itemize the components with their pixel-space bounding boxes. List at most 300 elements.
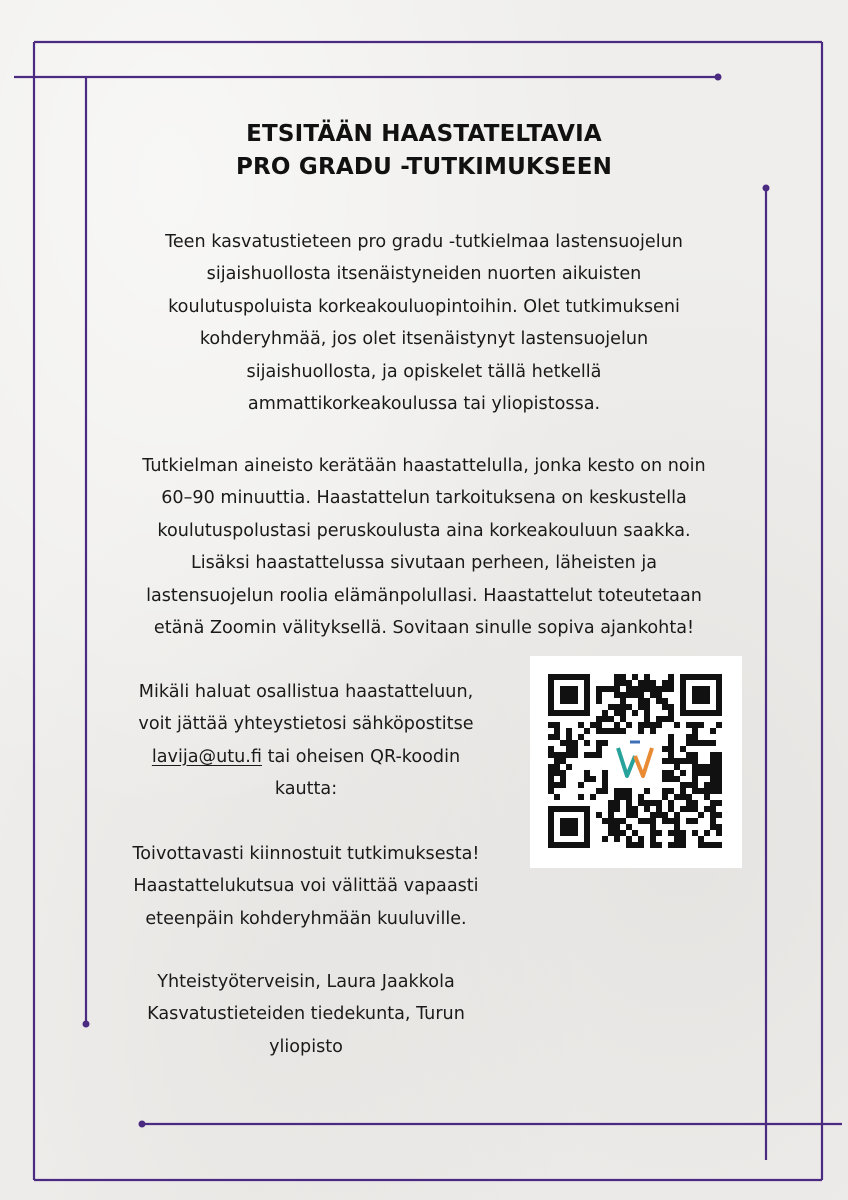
qr-module	[608, 800, 614, 806]
qr-module	[668, 806, 674, 812]
qr-module	[710, 818, 716, 824]
qr-module	[614, 680, 620, 686]
qr-module	[692, 752, 698, 758]
qr-module	[590, 722, 596, 728]
qr-module	[662, 818, 668, 824]
qr-module	[626, 812, 632, 818]
qr-module	[554, 752, 560, 758]
qr-module	[644, 716, 650, 722]
qr-module	[716, 788, 722, 794]
qr-module	[638, 722, 644, 728]
qr-module	[590, 776, 596, 782]
qr-module	[680, 794, 686, 800]
qr-module	[686, 758, 692, 764]
details-line: Tutkielman aineisto kerätään haastattelulla, jonka kesto on noin	[142, 456, 706, 476]
qr-module	[644, 680, 650, 686]
qr-module	[686, 800, 692, 806]
qr-module	[620, 716, 626, 722]
qr-module	[596, 728, 602, 734]
qr-module	[656, 698, 662, 704]
qr-module	[626, 722, 632, 728]
qr-module	[716, 842, 722, 848]
qr-module	[710, 764, 716, 770]
qr-module	[662, 812, 668, 818]
qr-module	[716, 782, 722, 788]
qr-module	[674, 818, 680, 824]
qr-module	[704, 782, 710, 788]
qr-module	[710, 806, 716, 812]
qr-module	[692, 728, 698, 734]
qr-module	[620, 788, 626, 794]
qr-module	[674, 842, 680, 848]
qr-module	[680, 782, 686, 788]
qr-module	[674, 824, 680, 830]
qr-module	[590, 794, 596, 800]
qr-module	[602, 716, 608, 722]
qr-module	[704, 740, 710, 746]
qr-module	[638, 704, 644, 710]
qr-module	[644, 722, 650, 728]
qr-module	[680, 770, 686, 776]
qr-module	[710, 824, 716, 830]
qr-module	[662, 776, 668, 782]
qr-module	[650, 812, 656, 818]
qr-module	[674, 776, 680, 782]
qr-module	[566, 734, 572, 740]
qr-module	[632, 692, 638, 698]
qr-module	[704, 806, 710, 812]
qr-module	[608, 812, 614, 818]
qr-module	[632, 686, 638, 692]
page-title	[130, 118, 718, 184]
qr-module	[716, 764, 722, 770]
qr-module	[698, 722, 704, 728]
qr-module	[710, 770, 716, 776]
qr-module	[716, 776, 722, 782]
qr-module	[698, 788, 704, 794]
qr-module	[716, 752, 722, 758]
qr-module	[650, 722, 656, 728]
qr-module	[548, 770, 554, 776]
qr-module	[674, 836, 680, 842]
intro-paragraph	[100, 226, 748, 420]
qr-module	[632, 842, 638, 848]
qr-module	[650, 824, 656, 830]
qr-module	[710, 752, 716, 758]
signature-line: Yhteistyöterveisin, Laura Jaakkola	[157, 972, 455, 992]
qr-module	[554, 758, 560, 764]
qr-module	[578, 794, 584, 800]
qr-module	[716, 722, 722, 728]
details-line: 60–90 minuuttia. Haastattelun tarkoituksena on keskustella	[161, 488, 687, 509]
qr-module	[596, 746, 602, 752]
qr-module	[620, 692, 626, 698]
qr-module	[644, 686, 650, 692]
intro-line: kohderyhmää, jos olet itsenäistynyt lastensuojelun	[199, 329, 649, 350]
qr-module	[650, 680, 656, 686]
qr-module	[704, 764, 710, 770]
qr-module	[566, 752, 572, 758]
qr-module	[698, 740, 704, 746]
qr-module	[548, 764, 554, 770]
intro-line: Teen kasvatustieteen pro gradu -tutkielmaa lastensuojelun	[165, 232, 683, 252]
qr-module	[656, 722, 662, 728]
qr-module	[674, 830, 680, 836]
title-line-2: PRO GRADU -TUTKIMUKSEEN	[235, 154, 613, 180]
qr-module	[668, 770, 674, 776]
details-paragraph	[100, 450, 748, 644]
qr-module	[668, 740, 674, 746]
qr-module	[656, 806, 662, 812]
qr-module	[668, 830, 674, 836]
qr-module	[602, 770, 608, 776]
qr-module	[644, 800, 650, 806]
qr-module	[668, 686, 674, 692]
qr-module	[668, 842, 674, 848]
qr-module	[614, 674, 620, 680]
qr-module	[632, 830, 638, 836]
qr-module	[698, 764, 704, 770]
qr-module	[692, 740, 698, 746]
qr-module	[608, 716, 614, 722]
qr-module	[626, 824, 632, 830]
qr-module	[602, 740, 608, 746]
qr-module	[686, 794, 692, 800]
qr-module	[680, 806, 686, 812]
qr-module	[680, 758, 686, 764]
qr-module	[608, 818, 614, 824]
qr-module	[716, 770, 722, 776]
qr-module	[596, 716, 602, 722]
closing-paragraph	[96, 838, 516, 935]
qr-module	[632, 674, 638, 680]
qr-module	[638, 698, 644, 704]
qr-module	[596, 698, 602, 704]
qr-module	[668, 734, 674, 740]
qr-module	[662, 746, 668, 752]
details-line: etänä Zoomin välityksellä. Sovitaan sinulle sopiva ajankohta!	[153, 618, 695, 639]
qr-module	[572, 752, 578, 758]
qr-finder-core	[560, 686, 578, 704]
qr-module	[662, 698, 668, 704]
intro-line: koulutuspoluista korkeakouluopintoihin. Olet tutkimukseni	[168, 296, 680, 317]
qr-module	[674, 812, 680, 818]
qr-module	[668, 680, 674, 686]
qr-module	[584, 752, 590, 758]
qr-module	[584, 770, 590, 776]
qr-module	[614, 824, 620, 830]
qr-module	[716, 800, 722, 806]
qr-module	[560, 776, 566, 782]
qr-module	[602, 728, 608, 734]
qr-module	[656, 812, 662, 818]
qr-module	[632, 710, 638, 716]
qr-module	[620, 710, 626, 716]
qr-module	[596, 788, 602, 794]
qr-module	[602, 782, 608, 788]
qr-module	[692, 818, 698, 824]
qr-module	[620, 830, 626, 836]
qr-module	[686, 722, 692, 728]
closing-line: Haastattelukutsua voi välittää vapaasti	[133, 876, 479, 897]
qr-module	[614, 710, 620, 716]
qr-module	[704, 830, 710, 836]
qr-finder-core	[692, 686, 710, 704]
qr-module	[614, 806, 620, 812]
qr-module	[602, 788, 608, 794]
signature-line: Kasvatustieteiden tiedekunta, Turun	[147, 1004, 465, 1025]
qr-module	[554, 728, 560, 734]
qr-module	[578, 734, 584, 740]
qr-module	[620, 680, 626, 686]
qr-module	[590, 752, 596, 758]
qr-module	[614, 686, 620, 692]
qr-module	[668, 818, 674, 824]
qr-module	[614, 836, 620, 842]
qr-code-icon	[530, 656, 742, 868]
contact-line: voit jättää yhteystietosi sähköpostitse	[138, 714, 474, 735]
qr-module	[638, 680, 644, 686]
qr-module	[626, 836, 632, 842]
qr-module	[638, 794, 644, 800]
qr-module	[716, 758, 722, 764]
qr-module	[668, 752, 674, 758]
qr-module	[644, 788, 650, 794]
intro-line: sijaishuollosta itsenäistyneiden nuorten aikuisten	[206, 264, 642, 285]
qr-module	[554, 734, 560, 740]
qr-module	[680, 842, 686, 848]
qr-module	[566, 746, 572, 752]
contact-line: kautta:	[274, 779, 338, 800]
qr-module	[692, 764, 698, 770]
details-line: lastensuojelun roolia elämänpolullasi. Haastattelut toteutetaan	[146, 585, 702, 606]
qr-module	[716, 812, 722, 818]
qr-module	[596, 722, 602, 728]
qr-module	[626, 794, 632, 800]
qr-module	[692, 782, 698, 788]
qr-module	[614, 728, 620, 734]
qr-module	[638, 842, 644, 848]
qr-module	[608, 686, 614, 692]
qr-module	[662, 788, 668, 794]
qr-module	[710, 782, 716, 788]
qr-module	[584, 740, 590, 746]
qr-module	[614, 788, 620, 794]
qr-module	[686, 806, 692, 812]
qr-module	[560, 782, 566, 788]
qr-module	[662, 680, 668, 686]
qr-module	[650, 836, 656, 842]
qr-module	[626, 686, 632, 692]
qr-module	[638, 818, 644, 824]
qr-module	[608, 806, 614, 812]
qr-module	[692, 770, 698, 776]
qr-module	[638, 728, 644, 734]
qr-module	[650, 800, 656, 806]
qr-module	[548, 722, 554, 728]
qr-module	[566, 764, 572, 770]
qr-module	[680, 836, 686, 842]
qr-module	[674, 764, 680, 770]
qr-module	[548, 788, 554, 794]
qr-module	[626, 692, 632, 698]
qr-module	[620, 704, 626, 710]
qr-module	[692, 788, 698, 794]
qr-module	[692, 722, 698, 728]
signature	[96, 966, 516, 1063]
qr-module	[584, 728, 590, 734]
qr-module	[662, 758, 668, 764]
qr-finder-core	[560, 818, 578, 836]
qr-module	[608, 704, 614, 710]
contact-line	[96, 741, 516, 773]
qr-module	[692, 830, 698, 836]
qr-module	[560, 752, 566, 758]
qr-module	[620, 674, 626, 680]
qr-module	[620, 818, 626, 824]
qr-module	[668, 746, 674, 752]
qr-module	[614, 830, 620, 836]
qr-module	[692, 800, 698, 806]
qr-module	[686, 740, 692, 746]
qr-module	[668, 788, 674, 794]
qr-module	[560, 770, 566, 776]
details-line: Lisäksi haastattelussa sivutaan perheen, läheisten ja	[190, 553, 658, 574]
qr-module	[698, 770, 704, 776]
qr-module	[692, 734, 698, 740]
qr-module	[644, 806, 650, 812]
qr-module	[668, 800, 674, 806]
qr-module	[680, 788, 686, 794]
qr-module	[626, 704, 632, 710]
qr-module	[698, 812, 704, 818]
qr-module	[638, 692, 644, 698]
qr-module	[686, 734, 692, 740]
qr-module	[566, 740, 572, 746]
qr-module	[578, 722, 584, 728]
qr-module	[644, 674, 650, 680]
qr-module	[710, 728, 716, 734]
qr-module	[656, 842, 662, 848]
qr-module	[644, 698, 650, 704]
qr-module	[614, 704, 620, 710]
qr-module	[614, 794, 620, 800]
qr-module	[554, 722, 560, 728]
qr-module	[602, 710, 608, 716]
qr-module	[686, 752, 692, 758]
email-link[interactable]: lavija@utu.fi	[151, 746, 262, 767]
qr-module	[596, 692, 602, 698]
contact-line-rest: tai oheisen QR-koodin	[261, 746, 461, 767]
qr-module	[692, 806, 698, 812]
closing-line: Toivottavasti kiinnostuit tutkimuksesta!	[132, 844, 480, 864]
qr-module	[614, 722, 620, 728]
qr-module	[668, 674, 674, 680]
qr-module	[710, 776, 716, 782]
qr-module	[548, 734, 554, 740]
qr-module	[650, 692, 656, 698]
signature-line: yliopisto	[269, 1036, 343, 1057]
qr-module	[644, 704, 650, 710]
qr-module	[560, 758, 566, 764]
qr-module	[650, 842, 656, 848]
qr-module	[662, 686, 668, 692]
intro-line: ammattikorkeakoulussa tai yliopistossa.	[247, 394, 601, 415]
qr-module	[704, 842, 710, 848]
qr-module	[602, 818, 608, 824]
qr-module	[614, 692, 620, 698]
qr-module	[704, 770, 710, 776]
qr-module	[656, 686, 662, 692]
qr-module	[596, 686, 602, 692]
qr-module	[626, 806, 632, 812]
qr-module	[710, 812, 716, 818]
qr-module	[626, 842, 632, 848]
qr-module	[716, 830, 722, 836]
qr-module	[644, 710, 650, 716]
qr-module	[674, 794, 680, 800]
contact-line: Mikäli haluat osallistua haastatteluun,	[138, 682, 474, 702]
closing-line: eteenpäin kohderyhmään kuuluville.	[145, 908, 467, 929]
qr-module	[626, 800, 632, 806]
qr-module	[668, 776, 674, 782]
qr-module	[638, 686, 644, 692]
qr-module	[554, 770, 560, 776]
qr-module	[608, 824, 614, 830]
qr-module	[656, 716, 662, 722]
qr-module	[710, 758, 716, 764]
qr-module	[548, 752, 554, 758]
qr-module	[626, 680, 632, 686]
qr-module	[632, 806, 638, 812]
qr-module	[710, 788, 716, 794]
qr-module	[674, 758, 680, 764]
qr-module	[620, 728, 626, 734]
qr-module	[620, 794, 626, 800]
qr-module	[638, 800, 644, 806]
qr-module	[698, 842, 704, 848]
qr-module	[626, 788, 632, 794]
qr-module	[668, 758, 674, 764]
qr-module	[710, 842, 716, 848]
qr-module	[674, 722, 680, 728]
qr-module	[578, 782, 584, 788]
qr-module	[680, 746, 686, 752]
qr-module	[620, 698, 626, 704]
qr-module	[596, 752, 602, 758]
details-line: koulutuspolustasi peruskoulusta aina korkeakouluun saakka.	[157, 520, 691, 541]
qr-module	[572, 740, 578, 746]
qr-module	[602, 776, 608, 782]
qr-module	[548, 776, 554, 782]
qr-module	[686, 782, 692, 788]
qr-module	[704, 794, 710, 800]
qr-module	[650, 686, 656, 692]
qr-module	[656, 800, 662, 806]
qr-module	[608, 728, 614, 734]
qr-module	[680, 830, 686, 836]
qr-code[interactable]	[530, 656, 742, 868]
qr-module	[548, 746, 554, 752]
qr-module	[572, 746, 578, 752]
qr-module	[584, 776, 590, 782]
contact-paragraph	[96, 676, 516, 806]
qr-module	[692, 776, 698, 782]
qr-module	[662, 770, 668, 776]
qr-module	[608, 830, 614, 836]
qr-module	[644, 818, 650, 824]
qr-module	[704, 788, 710, 794]
